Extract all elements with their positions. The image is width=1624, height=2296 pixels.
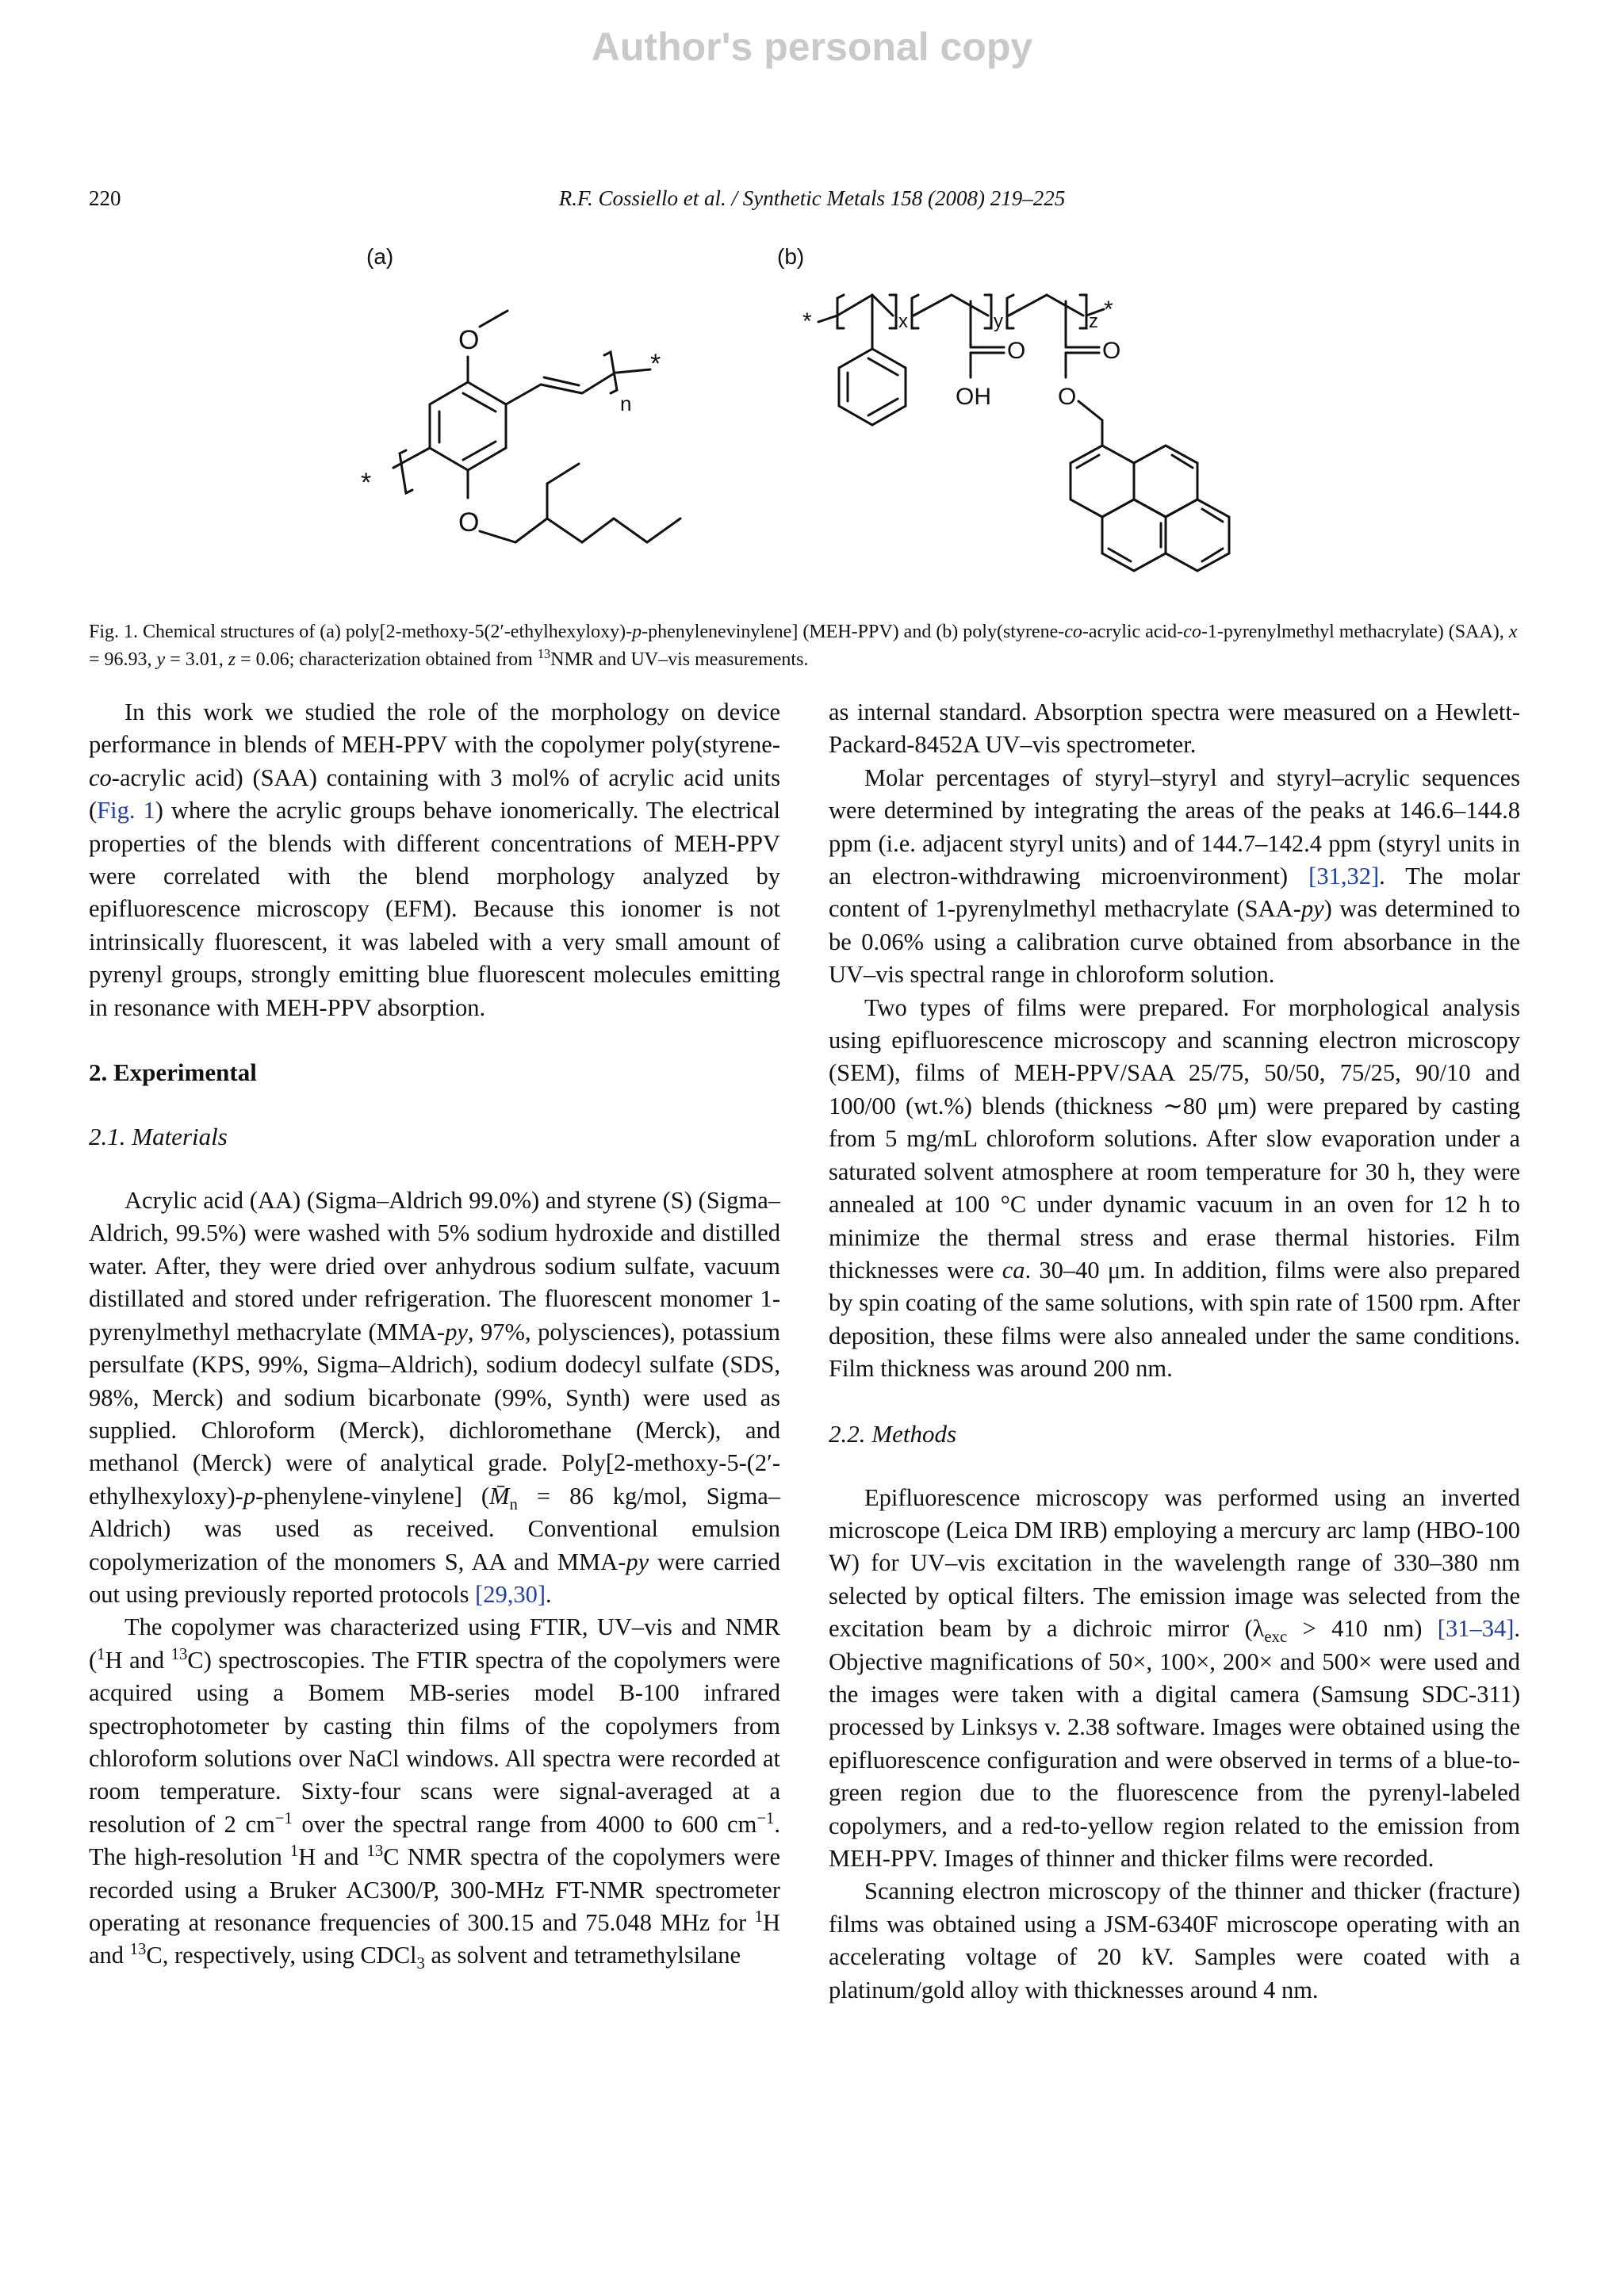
epifluorescence-paragraph: Epifluorescence microscopy was performed using an inverted microscope (Leica DM IRB) employing a mercury arc lamp (HBO-100 W) for UV–vis excitation in the wavelength range of 330–380 nm selected by optical filters. The emission image was selected from the excitation beam by a dichroic mirror ($\lambda_{exc} > 410$ nm) [31–34]. Objective magnifications of 50×, 100×, 200× and 500× were used and the images were taken with a digital camera (Samsung SDC-311) processed by Linksys v. 2.38 software. Images were obtained using the epifluorescence configuration and were observed in terms of a blue-to-green region due to the fluorescence from the pyrenyl-labeled copolymers, and a red-to-yellow region related to the emission from MEH-PPV. Images of thinner and thicker films were recorded. [829,1483,1520,1872]
sem-paragraph: Scanning electron microscopy of the thinner and thicker (fracture) films was obtained using a JSM-6340F microscope operating with an accelerating voltage of 20 kV. Samples were coated with a platinum/gold alloy with thicknesses around 4 nm. [829,1877,1520,2003]
left-column [89,696,780,1973]
right-column [829,696,1520,2007]
atom-o-ester: O [1058,384,1077,410]
characterization-paragraph: The copolymer was characterized using FTIR, UV–vis and NMR ($^1$H and $^{13}$C) spectroscopies. The FTIR spectra of the copolymers were acquired using a Bomem MB-series model B-100 infrared spectrophotometer by casting thin films of the copolymers from chloroform solutions over NaCl windows. All spectra were recorded at room temperature. Sixty-four scans were signal-averaged at a resolution of 2 $cm^{-1}$ over the spectral range from 4000 to 600 $cm^{-1}$. The high-resolution $^1$H and $^{13}$C NMR spectra of the copolymers were recorded using a Bruker AC300/P, 300-MHz FT-NMR spectrometer operating at resonance frequencies of 300.15 and 75.048 MHz for $^1$H and $^{13}$C, respectively, using CDCl$_3$ as solvent and tetramethylsilane [89,1613,781,1973]
subscript-n: n [620,392,632,415]
subscript-y: y [994,311,1003,332]
subscript-z: z [1089,311,1098,332]
fig1-link[interactable]: Fig. 1 [97,797,155,825]
continuation-paragraph: as internal standard. Absorption spectra were measured on a Hewlett-Packard-8452A UV–vis spectrometer. [829,698,1520,759]
ref-31-32-link[interactable]: [31,32] [1308,863,1380,890]
page-number: 220 [89,186,121,210]
figure-chemical-structures [317,238,1316,603]
molar-percentage-paragraph: Molar percentages of styryl–styryl and styryl–acrylic sequences were determined by integrating the areas of the peaks at 146.6–144.8 ppm (i.e. adjacent styryl units) and of 144.7–142.4 ppm (styryl units in an electron-withdrawing microenvironment) [31,32]. The molar content of 1-pyrenylmethyl methacrylate (SAA-py) was determined to be 0.06% using a calibration curve obtained from absorbance in the UV–vis spectral range in chloroform solution. [829,763,1521,989]
films-paragraph: Two types of films were prepared. For morphological analysis using epifluorescence microscopy and scanning electron microscopy (SEM), films of MEH-PPV/SAA 25/75, 50/50, 75/25, 90/10 and 100/00 (wt.%) blends (thickness ∼80 μm) were prepared by casting from 5 mg/mL chloroform solutions. After slow evaporation under a saturated solvent atmosphere at room temperature for 30 h, they were annealed at 100 °C under dynamic vacuum in an oven for 12 h to minimize the thermal stress and erase thermal histories. Film thicknesses were ca. 30–40 μm. In addition, films were also prepared by spin coating of the same solutions, with spin rate of 1500 rpm. After deposition, these films were also annealed under the same conditions. Film thickness was around 200 nm. [829,993,1520,1383]
materials-paragraph: Acrylic acid (AA) (Sigma–Aldrich 99.0%) and styrene (S) (Sigma–Aldrich, 99.5%) were washed with 5% sodium hydroxide and distilled water. After, they were dried over anhydrous sodium sulfate, vacuum distillated and stored under refrigeration. The fluorescent monomer 1-pyrenylmethyl methacrylate (MMA-py, 97%, polysciences), potassium persulfate (KPS, 99%, Sigma–Aldrich), sodium dodecyl sulfate (SDS, 98%, Merck) and sodium bicarbonate (99%, Synth) were used as supplied. Chloroform (Merck), dichloromethane (Merck), and methanol (Merck) were of analytical grade. Poly[2-methoxy-5-(2′-ethylhexyloxy)-p-phenylene-vinylene] ($M̄_n = 86$ kg/mol, Sigma–Aldrich) was used as received. Conventional emulsion copolymerization of the monomers S, AA and MMA-py were carried out using previously reported protocols [29,30]. [89,1187,780,1608]
subsection-heading-materials: 2.1. Materials [89,1123,228,1151]
structure-a-meh-ppv [361,244,680,542]
subscript-x: x [898,311,908,332]
intro-paragraph: In this work we studied the role of the morphology on device performance in blends of MEH-PPV with the copolymer poly(styrene-co-acrylic acid) (SAA) containing with 3 mol% of acrylic acid units (Fig. 1) where the acrylic groups behave ionomerically. The electrical properties of the blends with different concentrations of MEH-PPV were correlated with the blend morphology analyzed by epifluorescence microscopy (EFM). Because this ionomer is not intrinsically fluorescent, it was labeled with a very small amount of pyrenyl groups, strongly emitting blue fluorescent molecules emitting in resonance with MEH-PPV absorption. [89,698,781,1021]
panel-label-a: (a) [366,244,394,269]
star-end-a: * [650,349,661,379]
figure-caption: Fig. 1. Chemical structures of (a) poly[2-methoxy-5(2′-ethylhexyloxy)-p-phenylenevinylene] (MEH-PPV) and (b) poly(styrene-co-acrylic acid-co-1-pyrenylmethyl methacrylate) (SAA), x = 96.93, y = 3.01, z = 0.06; characterization obtained from $^{13}$NMR and UV–vis measurements. [89,622,1518,670]
atom-o-acid: O [1007,338,1026,364]
structure-b-saa [777,244,1229,571]
watermark: Author's personal copy [591,25,1033,69]
star-end-b: * [1104,297,1113,323]
ref-29-30-link[interactable]: [29,30] [475,1580,546,1608]
subsection-heading-methods: 2.2. Methods [829,1419,957,1448]
atom-oh: OH [956,384,991,410]
running-head: R.F. Cossiello et al. / Synthetic Metals 158 (2008) 219–225 [558,186,1066,210]
atom-o-alkoxy: O [458,507,480,538]
section-heading-experimental: 2. Experimental [89,1058,257,1087]
star-start-b: * [802,308,812,335]
atom-o-ester-carbonyl: O [1102,338,1121,364]
panel-label-b: (b) [777,244,805,269]
ref-31-34-link[interactable]: [31–34] [1437,1615,1515,1643]
star-start-a: * [361,468,372,498]
atom-o-methoxy: O [458,325,480,355]
